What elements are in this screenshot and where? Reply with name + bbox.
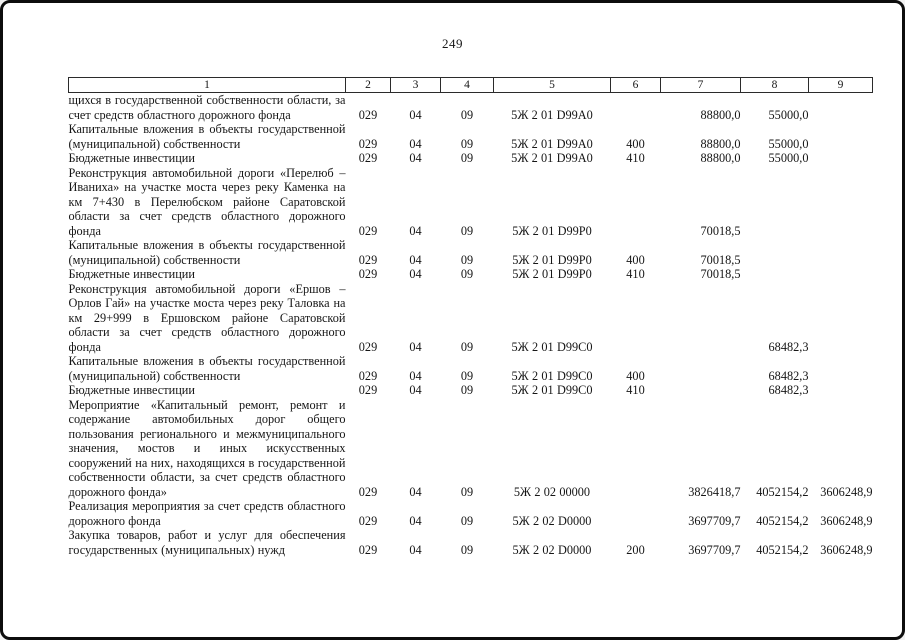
row-value-cell: 09 <box>460 107 474 122</box>
row-value-cell: 09 <box>460 252 474 267</box>
table-header-cell: 2 <box>346 78 391 93</box>
row-value-cell: 04 <box>409 339 422 354</box>
row-value-cell: 04 <box>409 107 422 122</box>
row-value-cell: 3826418,7 <box>688 484 741 499</box>
row-value-cell: 04 <box>409 136 422 151</box>
row-value-cell <box>809 93 873 123</box>
row-value-cell: 55000,0 <box>768 107 809 122</box>
row-value-cell: 4052154,2 <box>756 484 809 499</box>
table-header-cell: 9 <box>809 78 873 93</box>
row-value-cell: 5Ж 2 01 D99A0 <box>511 151 593 165</box>
row-value-cell: 04 <box>409 223 422 238</box>
row-value-cell: 70018,5 <box>700 252 741 267</box>
table-row <box>69 151 873 166</box>
table-header-cell: 5 <box>494 78 611 93</box>
row-value-cell: 04 <box>409 383 422 397</box>
row-description-cell: Капитальные вложения в объекты государственной (муниципальной) собственности <box>68 238 346 267</box>
row-value-cell: 09 <box>460 368 474 383</box>
row-value-cell: 4052154,2 <box>756 513 809 528</box>
row-value-cell: 09 <box>460 513 474 528</box>
row-value-cell: 5Ж 2 01 D99A0 <box>511 107 593 122</box>
row-description-cell: Реконструкция автомобильной дороги «Ершов – Орлов Гай» на участке моста через реку Таловка на км 29+999 в Ершовском районе Саратовской области за счет средств областного дорожного фонда <box>68 281 346 354</box>
table-row <box>69 282 873 355</box>
row-value-cell <box>809 383 873 398</box>
row-value-cell <box>809 166 873 239</box>
row-description-cell: Бюджетные инвестиции <box>68 383 195 397</box>
row-value-cell <box>611 499 661 528</box>
table-row <box>69 122 873 151</box>
row-description-cell: Бюджетные инвестиции <box>68 151 195 165</box>
row-value-cell: 5Ж 2 01 D99P0 <box>512 267 592 281</box>
table-row <box>69 528 873 557</box>
table-header-cell: 1 <box>69 78 346 93</box>
row-value-cell: 3606248,9 <box>820 542 873 557</box>
row-value-cell: 09 <box>460 136 474 151</box>
budget-table <box>68 77 873 557</box>
row-value-cell <box>809 238 873 267</box>
row-value-cell: 04 <box>409 484 422 499</box>
row-value-cell: 400 <box>626 136 645 151</box>
table-row <box>69 398 873 500</box>
row-value-cell: 410 <box>626 267 645 281</box>
row-value-cell: 3697709,7 <box>688 513 741 528</box>
row-value-cell: 70018,5 <box>700 223 741 238</box>
row-value-cell: 68482,3 <box>768 368 809 383</box>
row-value-cell: 410 <box>626 151 645 165</box>
row-value-cell: 029 <box>358 107 378 122</box>
row-value-cell: 09 <box>460 383 474 397</box>
row-value-cell: 029 <box>358 383 378 397</box>
row-value-cell: 400 <box>626 368 645 383</box>
row-value-cell: 68482,3 <box>768 339 809 354</box>
row-value-cell: 09 <box>460 267 474 281</box>
row-value-cell: 04 <box>409 151 422 165</box>
row-value-cell: 029 <box>358 136 378 151</box>
row-value-cell: 70018,5 <box>700 267 741 281</box>
row-value-cell: 88800,0 <box>700 151 741 165</box>
row-value-cell: 5Ж 2 01 D99P0 <box>512 223 592 238</box>
table-header-cell: 3 <box>391 78 441 93</box>
table-header-cell: 7 <box>661 78 741 93</box>
row-value-cell <box>611 166 661 239</box>
row-value-cell <box>611 398 661 500</box>
table-row <box>69 238 873 267</box>
row-value-cell: 410 <box>626 383 645 397</box>
row-value-cell: 3606248,9 <box>820 513 873 528</box>
row-value-cell: 3697709,7 <box>688 542 741 557</box>
row-description-cell: Капитальные вложения в объекты государственной (муниципальной) собственности <box>68 354 346 383</box>
row-value-cell: 029 <box>358 223 378 238</box>
row-value-cell: 09 <box>460 339 474 354</box>
row-value-cell <box>809 151 873 166</box>
row-value-cell: 200 <box>626 542 645 557</box>
row-value-cell: 029 <box>358 513 378 528</box>
row-description-cell: Капитальные вложения в объекты государственной (муниципальной) собственности <box>68 122 346 151</box>
row-value-cell: 5Ж 2 01 D99C0 <box>511 383 593 397</box>
row-value-cell: 3606248,9 <box>820 484 873 499</box>
row-value-cell <box>809 354 873 383</box>
row-value-cell: 55000,0 <box>768 136 809 151</box>
row-description-cell: Мероприятие «Капитальный ремонт, ремонт и содержание автомобильных дорог общего пользования регионального и межмуниципального значения, мостов и иных искусственных сооружений на них, находящихся в государственной собственности области, за счет средств областного дорожного фонда» <box>68 397 346 499</box>
row-value-cell: 029 <box>358 339 378 354</box>
row-value-cell <box>809 282 873 355</box>
row-value-cell: 04 <box>409 252 422 267</box>
row-value-cell: 04 <box>409 368 422 383</box>
row-value-cell <box>741 166 809 239</box>
row-value-cell: 5Ж 2 01 D99A0 <box>511 136 593 151</box>
row-value-cell: 5Ж 2 01 D99C0 <box>511 339 593 354</box>
table-row <box>69 383 873 398</box>
row-value-cell: 5Ж 2 02 D0000 <box>512 513 592 528</box>
row-value-cell: 5Ж 2 01 D99P0 <box>512 252 592 267</box>
row-value-cell: 5Ж 2 01 D99C0 <box>511 368 593 383</box>
row-value-cell <box>611 93 661 123</box>
row-value-cell: 68482,3 <box>768 383 809 397</box>
row-value-cell <box>741 238 809 267</box>
table-row <box>69 354 873 383</box>
table-row <box>69 499 873 528</box>
page-number: 249 <box>442 36 463 51</box>
row-value-cell: 029 <box>358 252 378 267</box>
row-value-cell <box>809 122 873 151</box>
row-value-cell: 04 <box>409 542 422 557</box>
table-body <box>69 93 873 558</box>
row-value-cell <box>661 282 741 355</box>
row-value-cell <box>661 383 741 398</box>
table-header-row <box>69 78 873 93</box>
table-header-cell: 8 <box>741 78 809 93</box>
table-header-cell: 4 <box>441 78 494 93</box>
row-value-cell: 5Ж 2 02 00000 <box>513 484 591 499</box>
row-value-cell: 5Ж 2 02 D0000 <box>512 542 592 557</box>
row-description-cell: щихся в государственной собственности области, за счет средств областного дорожного фонда <box>68 93 346 122</box>
table-row <box>69 267 873 282</box>
row-value-cell: 029 <box>358 368 378 383</box>
row-value-cell: 04 <box>409 267 422 281</box>
row-value-cell: 09 <box>460 542 474 557</box>
row-value-cell: 029 <box>358 484 378 499</box>
row-value-cell <box>661 354 741 383</box>
row-value-cell: 4052154,2 <box>756 542 809 557</box>
row-value-cell: 09 <box>460 223 474 238</box>
row-value-cell: 029 <box>358 151 378 165</box>
row-value-cell: 88800,0 <box>700 136 741 151</box>
row-description-cell: Закупка товаров, работ и услуг для обеспечения государственных (муниципальных) нужд <box>68 528 346 557</box>
row-value-cell <box>741 267 809 282</box>
row-description-cell: Бюджетные инвестиции <box>68 267 195 281</box>
row-value-cell: 09 <box>460 484 474 499</box>
row-value-cell: 029 <box>358 542 378 557</box>
row-value-cell: 09 <box>460 151 474 165</box>
row-value-cell <box>611 282 661 355</box>
row-value-cell: 88800,0 <box>700 107 741 122</box>
table-row <box>69 93 873 123</box>
row-value-cell: 400 <box>626 252 645 267</box>
row-value-cell <box>809 267 873 282</box>
table-header-cell: 6 <box>611 78 661 93</box>
table-row <box>69 166 873 239</box>
row-value-cell: 55000,0 <box>768 151 809 165</box>
row-value-cell: 029 <box>358 267 378 281</box>
row-description-cell: Реализация мероприятия за счет средств областного дорожного фонда <box>68 499 346 528</box>
row-value-cell: 04 <box>409 513 422 528</box>
row-description-cell: Реконструкция автомобильной дороги «Перелюб – Иваниха» на участке моста через реку Каменка на км 7+430 в Перелюбском районе Саратовской области за счет средств областного дорожного фонда <box>68 165 346 238</box>
